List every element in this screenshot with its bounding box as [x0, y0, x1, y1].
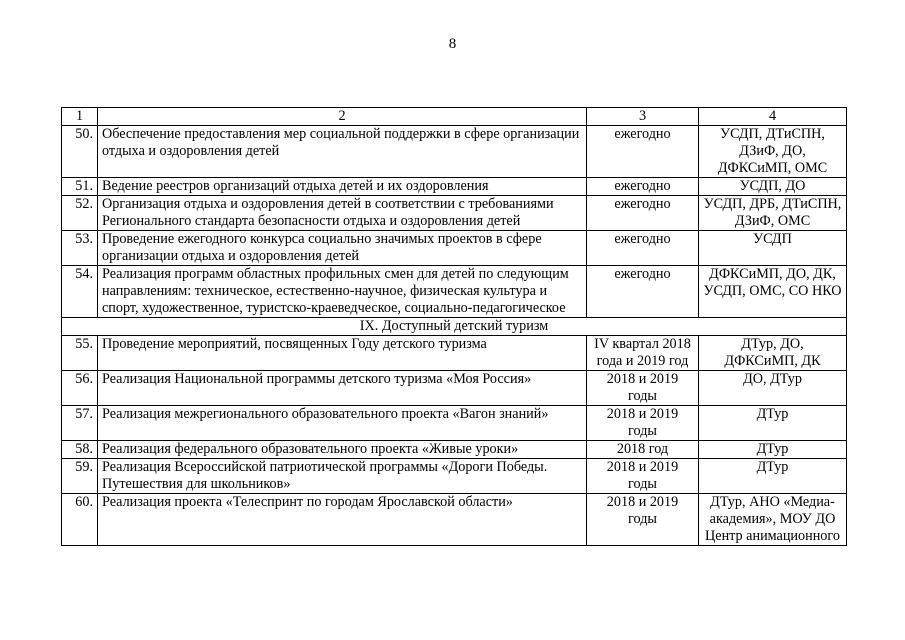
measure-text: Проведение мероприятий, посвященных Году детского туризма: [98, 336, 587, 371]
table-row: [62, 231, 847, 266]
table-row: [62, 196, 847, 231]
executors-cell: ДО, ДТур: [699, 371, 847, 406]
deadline-cell: 2018 и 2019 годы: [587, 406, 699, 441]
table-row: [62, 406, 847, 441]
table-row: [62, 494, 847, 546]
measure-text: Проведение ежегодного конкурса социально значимых проектов в сфере организации отдыха и оздоровления детей: [98, 231, 587, 266]
measure-text: Ведение реестров организаций отдыха детей и их оздоровления: [98, 178, 587, 196]
measures-table: [61, 107, 847, 546]
row-number: 59.: [62, 459, 98, 494]
row-number: 53.: [62, 231, 98, 266]
executors-cell: ДТур, ДО, ДФКСиМП, ДК: [699, 336, 847, 371]
table-row: [62, 266, 847, 318]
deadline-cell: ежегодно: [587, 231, 699, 266]
deadline-cell: ежегодно: [587, 266, 699, 318]
table-row: [62, 371, 847, 406]
table-row: [62, 178, 847, 196]
row-number: 51.: [62, 178, 98, 196]
executors-cell: ДТур, АНО «Медиа-академия», МОУ ДО Центр анимационного: [699, 494, 847, 546]
section-heading-row: [62, 318, 847, 336]
executors-cell: УСДП, ДТиСПН, ДЗиФ, ДО, ДФКСиМП, ОМС: [699, 126, 847, 178]
executors-cell: ДТур: [699, 459, 847, 494]
row-number: 60.: [62, 494, 98, 546]
measure-text: Организация отдыха и оздоровления детей в соответствии с требованиями Регионального стандарта безопасности отдыха и оздоровления детей: [98, 196, 587, 231]
executors-cell: ДФКСиМП, ДО, ДК, УСДП, ОМС, СО НКО: [699, 266, 847, 318]
header-cell: 2: [98, 108, 587, 126]
page-number: 8: [448, 36, 457, 52]
deadline-cell: IV квартал 2018 года и 2019 год: [587, 336, 699, 371]
deadline-cell: 2018 год: [587, 441, 699, 459]
header-cell: 1: [62, 108, 98, 126]
measure-text: Реализация проекта «Телеспринт по городам Ярославской области»: [98, 494, 587, 546]
table-row: [62, 126, 847, 178]
measure-text: Обеспечение предоставления мер социальной поддержки в сфере организации отдыха и оздоровления детей: [98, 126, 587, 178]
measure-text: Реализация Всероссийской патриотической программы «Дороги Победы. Путешествия для школьников»: [98, 459, 587, 494]
row-number: 54.: [62, 266, 98, 318]
measure-text: Реализация федерального образовательного проекта «Живые уроки»: [98, 441, 587, 459]
deadline-cell: ежегодно: [587, 178, 699, 196]
measure-text: Реализация программ областных профильных смен для детей по следующим направлениям: техническое, естественно-научное, физическая культура и спорт, художественное, туристско-краеведческое, социально-педагогическое: [98, 266, 587, 318]
row-number: 55.: [62, 336, 98, 371]
section-heading: IX. Доступный детский туризм: [62, 318, 847, 336]
row-number: 58.: [62, 441, 98, 459]
row-number: 56.: [62, 371, 98, 406]
executors-cell: УСДП, ДО: [699, 178, 847, 196]
executors-cell: УСДП: [699, 231, 847, 266]
deadline-cell: ежегодно: [587, 196, 699, 231]
deadline-cell: 2018 и 2019 годы: [587, 459, 699, 494]
row-number: 52.: [62, 196, 98, 231]
measure-text: Реализация межрегионального образовательного проекта «Вагон знаний»: [98, 406, 587, 441]
row-number: 57.: [62, 406, 98, 441]
header-row: [62, 108, 847, 126]
executors-cell: ДТур: [699, 441, 847, 459]
executors-cell: УСДП, ДРБ, ДТиСПН, ДЗиФ, ОМС: [699, 196, 847, 231]
row-number: 50.: [62, 126, 98, 178]
table-row: [62, 336, 847, 371]
table-row: [62, 459, 847, 494]
deadline-cell: ежегодно: [587, 126, 699, 178]
table-row: [62, 441, 847, 459]
deadline-cell: 2018 и 2019 годы: [587, 371, 699, 406]
executors-cell: ДТур: [699, 406, 847, 441]
deadline-cell: 2018 и 2019 годы: [587, 494, 699, 546]
measure-text: Реализация Национальной программы детского туризма «Моя Россия»: [98, 371, 587, 406]
header-cell: 3: [587, 108, 699, 126]
header-cell: 4: [699, 108, 847, 126]
